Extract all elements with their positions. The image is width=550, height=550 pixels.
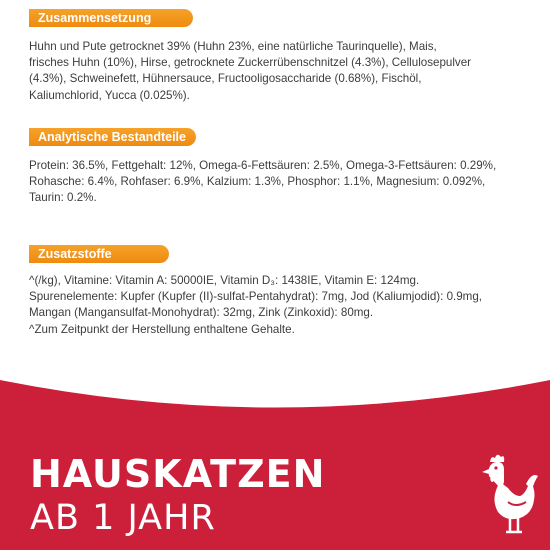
composition-heading: Zusammensetzung [29,9,193,27]
additives-heading: Zusatzstoffe [29,245,169,263]
additives-text: ^(/kg), Vitamine: Vitamin A: 50000IE, Vitamin D₃: 1438IE, Vitamin E: 124mg. Spurenelemente: Kupfer (Kupfer (II)-sulfat-Pentahydrat): 7mg, Jod (Kaliumjodid): 0.9mg, Mangan (Mangansulfat-Monohydrat): 32mg, Zink (Zinkoxid): 80mg. ^Zum Zeitpunkt der Herstellung enthaltene Gehalte. [29,274,483,336]
composition-text: Huhn und Pute getrocknet 39% (Huhn 23%, eine natürliche Taurinquelle), Mais, frisches Huhn (10%), Hirse, getrocknete Zuckerrübenschnitzel (4.3%), Cellulosepulver (4.3%), Schweinefett, Hühnersauce, Fructooligosaccharide (0.68%), Fischöl, Kaliumchlorid, Yucca (0.025%). [29,40,472,102]
analytics-text: Protein: 36.5%, Fettgehalt: 12%, Omega-6-Fettsäuren: 2.5%, Omega-3-Fettsäuren: 0.29%, Rohasche: 6.4%, Rohfaser: 6.9%, Kalzium: 1.3%, Phosphor: 1.1%, Magnesium: 0.092%, Taurin: 0.2%. [29,159,497,205]
analytics-section [29,128,536,207]
headline-line2: AB 1 JAHR [30,498,216,538]
composition-section [29,9,536,104]
chicken-icon [476,452,540,536]
additives-section [29,245,536,338]
analytics-heading: Analytische Bestandteile [29,128,196,146]
headline-line1: HAUSKATZEN [30,452,326,496]
